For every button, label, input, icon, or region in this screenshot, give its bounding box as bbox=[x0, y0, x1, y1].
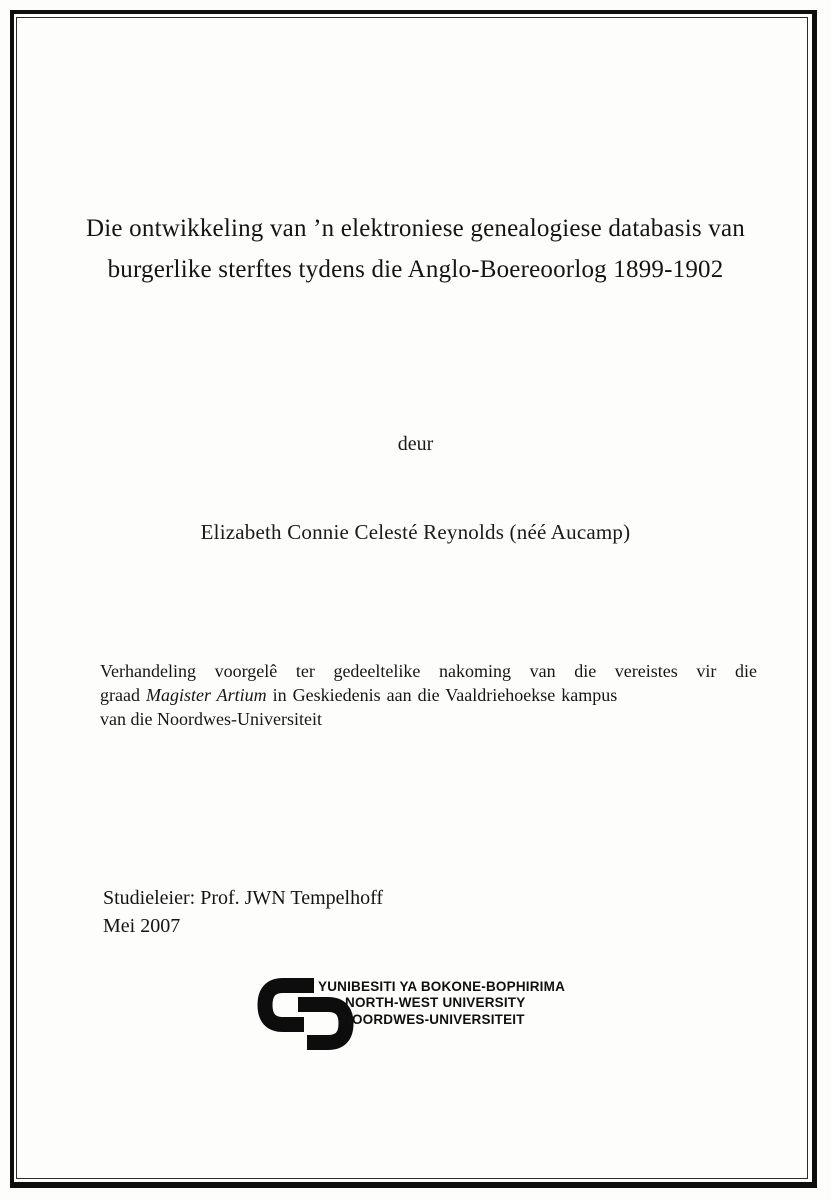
degree-statement-line3: van die Noordwes-Universiteit bbox=[100, 709, 322, 729]
supervisor-line: Studieleier: Prof. JWN Tempelhoff bbox=[103, 887, 384, 909]
logo-text-setswana: YUNIBESITI YA BOKONE-BOPHIRIMA bbox=[318, 979, 566, 994]
degree-statement bbox=[100, 659, 757, 731]
logo-text-afrikaans: NOORDWES-UNIVERSITEIT bbox=[342, 1011, 525, 1027]
supervisor-block bbox=[103, 884, 383, 940]
byline-label: deur bbox=[397, 433, 434, 455]
logo-text-english: NORTH-WEST UNIVERSITY bbox=[345, 995, 526, 1011]
degree-name-italic: Magister Artium bbox=[145, 685, 267, 705]
degree-statement-line2-prefix: graad bbox=[100, 685, 146, 705]
university-logo bbox=[257, 977, 597, 1057]
university-logo-text bbox=[318, 979, 565, 1028]
thesis-title-line2: burgerlike sterftes tydens die Anglo-Boereoorlog 1899-1902 bbox=[107, 256, 724, 283]
degree-statement-line2-suffix: in Geskiedenis aan die Vaaldriehoekse kampus bbox=[266, 685, 618, 705]
thesis-title-line1: Die ontwikkeling van ’n elektroniese genealogiese databasis van bbox=[86, 215, 745, 242]
degree-statement-line1: Verhandeling voorgelê ter gedeeltelike nakoming van die vereistes vir die bbox=[100, 661, 757, 681]
date-line: Mei 2007 bbox=[103, 915, 181, 937]
author-name: Elizabeth Connie Celesté Reynolds (néé Aucamp) bbox=[200, 520, 631, 544]
thesis-title bbox=[40, 208, 791, 290]
degree-statement-line2 bbox=[100, 683, 757, 707]
